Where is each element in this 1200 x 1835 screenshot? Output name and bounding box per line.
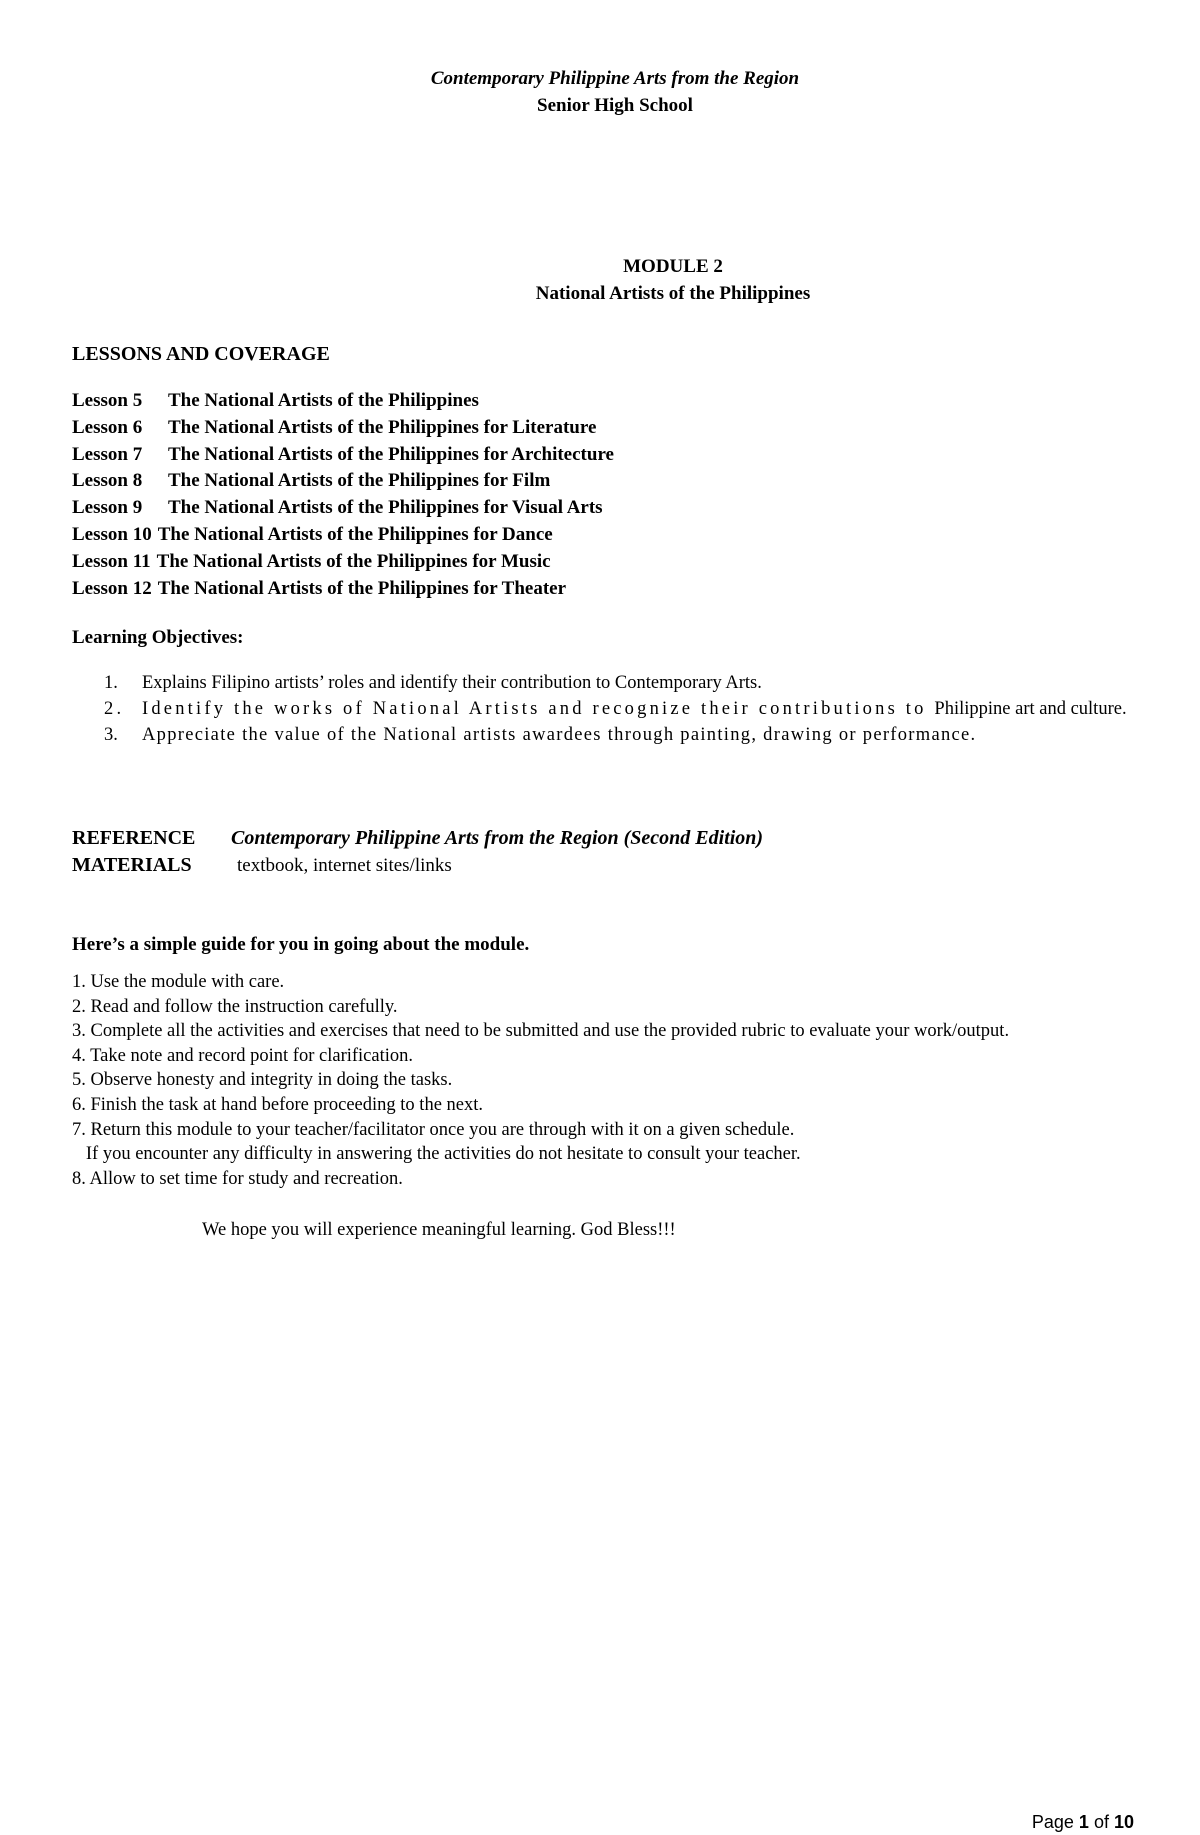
reference-row — [72, 827, 763, 850]
objective-text-tail: Philippine art and culture. — [934, 699, 1127, 719]
lesson-title: The National Artists of the Philippines for Music — [156, 550, 551, 572]
total-pages: 10 — [1113, 1812, 1134, 1832]
lesson-number: Lesson 9 — [72, 497, 143, 519]
lesson-number: Lesson 7 — [72, 443, 143, 465]
page-footer — [1032, 1812, 1134, 1833]
lesson-title: The National Artists of the Philippines for Theater — [157, 577, 567, 599]
objective-text: Identify the works of National Artists and recognize their contributions to — [142, 699, 927, 719]
guide-item: If you encounter any difficulty in answering the activities do not hesitate to consult your teacher. — [72, 1144, 801, 1165]
guide-item: 7. Return this module to your teacher/facilitator once you are through with it on a given schedule. — [72, 1119, 795, 1140]
lesson-title: The National Artists of the Philippines for Visual Arts — [168, 497, 603, 519]
lessons-heading: LESSONS AND COVERAGE — [72, 343, 330, 365]
objective-item — [72, 722, 1142, 748]
lesson-item — [72, 576, 614, 603]
lesson-title: The National Artists of the Philippines for Dance — [157, 523, 553, 545]
lesson-item — [72, 549, 614, 576]
lesson-item — [72, 468, 614, 495]
guide-item: 5. Observe honesty and integrity in doing the tasks. — [72, 1070, 453, 1091]
lessons-list — [72, 388, 614, 602]
objective-number: 3. — [104, 725, 118, 745]
lesson-title: The National Artists of the Philippines for Literature — [168, 416, 597, 438]
materials-row — [72, 854, 452, 877]
lesson-number: Lesson 10 — [72, 523, 152, 545]
school-level: Senior High School — [537, 95, 693, 116]
objective-number: 2. — [104, 699, 125, 719]
module-title: National Artists of the Philippines — [535, 283, 811, 304]
lesson-title: The National Artists of the Philippines for Architecture — [168, 443, 614, 465]
of-word: of — [1093, 1812, 1109, 1832]
lesson-title: The National Artists of the Philippines — [168, 390, 479, 411]
lesson-number: Lesson 5 — [72, 390, 143, 411]
lesson-number: Lesson 12 — [72, 577, 152, 599]
guide-item: 3. Complete all the activities and exercises that need to be submitted and use the provided rubric to evaluate your work/output. — [72, 1021, 1010, 1042]
lesson-item — [72, 388, 614, 415]
lesson-item — [72, 415, 614, 442]
lesson-item — [72, 495, 614, 522]
guide-item: 1. Use the module with care. — [72, 972, 285, 992]
reference-value: Contemporary Philippine Arts from the Region (Second Edition) — [231, 827, 764, 849]
materials-value: textbook, internet sites/links — [237, 855, 452, 876]
objective-item — [72, 696, 1142, 722]
lesson-number: Lesson 11 — [72, 550, 151, 572]
objective-number: 1. — [104, 673, 118, 693]
materials-label: MATERIALS — [72, 854, 192, 876]
objectives-list — [72, 670, 1142, 748]
page-word: Page — [1031, 1812, 1074, 1832]
lesson-item — [72, 522, 614, 549]
reference-label: REFERENCE — [72, 827, 196, 849]
objectives-heading: Learning Objectives: — [72, 627, 244, 648]
guide-item: 6. Finish the task at hand before proceeding to the next. — [72, 1094, 484, 1115]
guide-heading: Here’s a simple guide for you in going about the module. — [72, 934, 530, 955]
objective-text: Explains Filipino artists’ roles and identify their contribution to Contemporary Arts. — [142, 673, 762, 693]
lesson-item — [72, 442, 614, 469]
guide-item: 4. Take note and record point for clarification. — [72, 1045, 413, 1066]
guide-list — [72, 970, 1072, 1191]
course-title: Contemporary Philippine Arts from the Region — [430, 68, 800, 89]
guide-item: 8. Allow to set time for study and recreation. — [72, 1168, 403, 1189]
guide-item: 2. Read and follow the instruction carefully. — [72, 996, 398, 1017]
closing-message: We hope you will experience meaningful learning. God Bless!!! — [202, 1220, 676, 1240]
lesson-title: The National Artists of the Philippines for Film — [168, 470, 551, 492]
lesson-number: Lesson 6 — [72, 416, 143, 438]
lesson-number: Lesson 8 — [72, 470, 143, 492]
objective-item — [72, 670, 1142, 696]
module-number: MODULE 2 — [623, 256, 723, 277]
objective-text: Appreciate the value of the National artists awardees through painting, drawing or performance. — [142, 725, 977, 745]
current-page: 1 — [1078, 1812, 1089, 1832]
